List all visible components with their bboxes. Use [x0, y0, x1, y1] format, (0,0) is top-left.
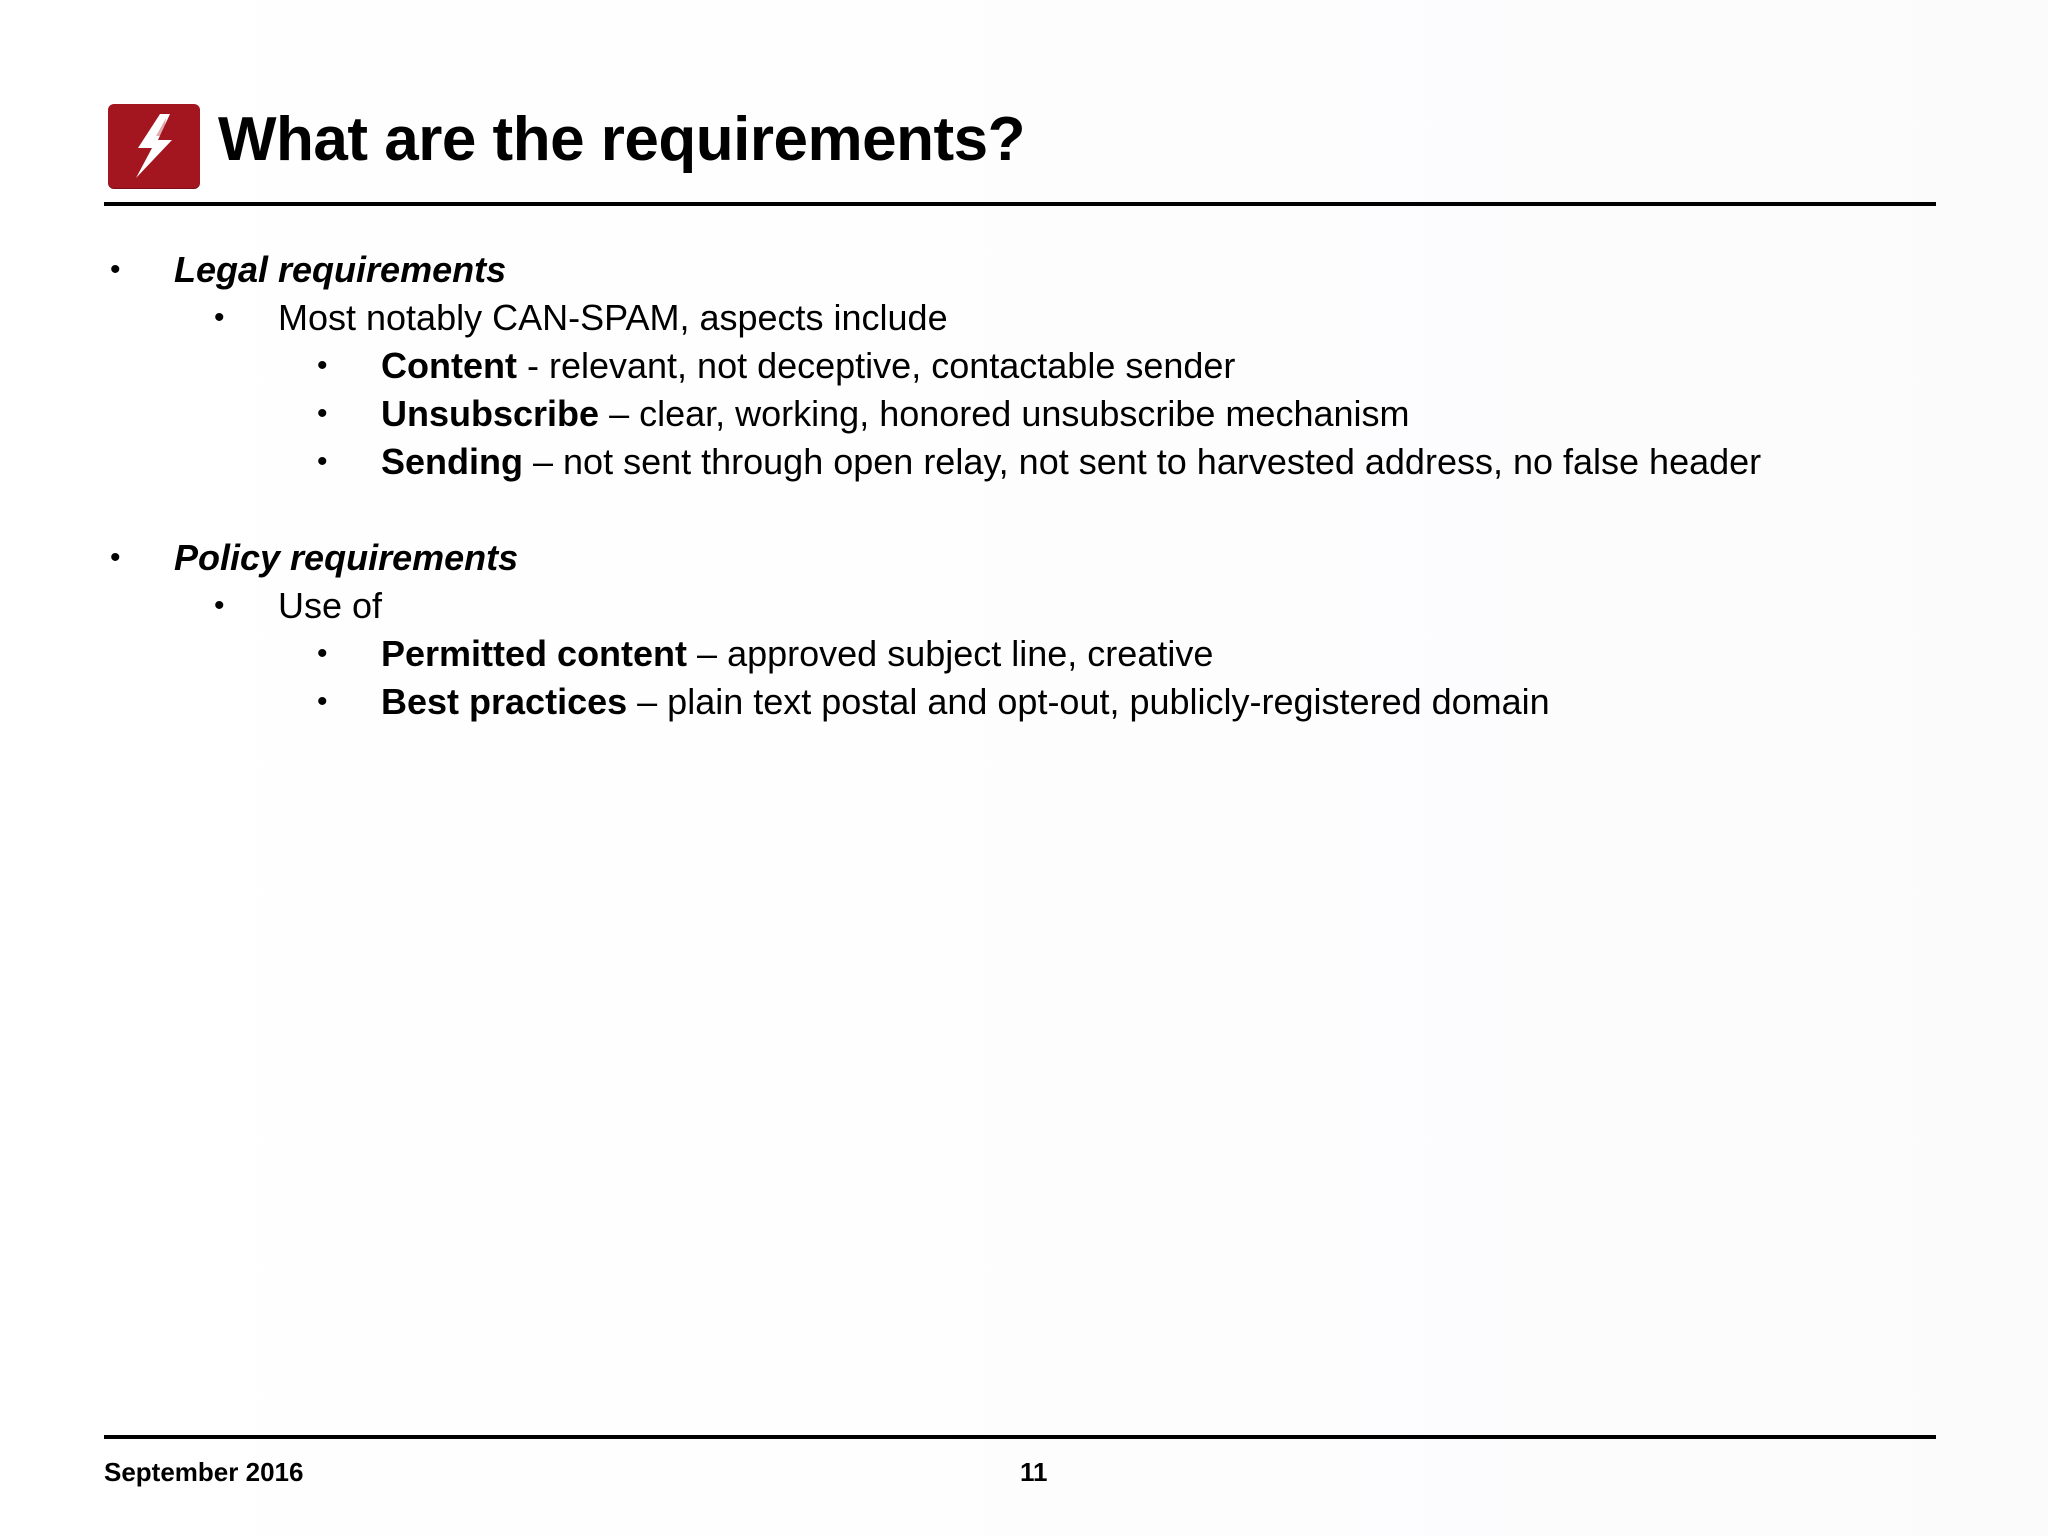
lightning-bolt-icon: [108, 104, 200, 188]
bullet: •: [317, 397, 328, 430]
footer-date: September 2016: [104, 1457, 304, 1487]
bullet: •: [317, 445, 328, 478]
list-item: [110, 246, 507, 294]
item-term: Permitted content: [381, 633, 688, 674]
bullet: •: [317, 349, 328, 382]
list-item: [214, 582, 383, 630]
bullet: •: [110, 253, 121, 286]
item-detail: approved subject line, creative: [727, 633, 1214, 674]
sub-item-text: Use of: [278, 585, 383, 626]
bullet: •: [110, 541, 121, 574]
list-item: [214, 294, 948, 342]
list-item: [317, 438, 1762, 486]
item-separator: –: [627, 681, 668, 722]
page-number: 11: [1020, 1457, 1048, 1487]
item-separator: –: [523, 441, 564, 482]
section-heading-legal: Legal requirements: [174, 249, 507, 290]
section-heading-policy: Policy requirements: [174, 537, 519, 578]
item-term: Best practices: [381, 681, 628, 722]
item-term: Content: [381, 345, 517, 386]
footer-divider: [104, 1435, 1936, 1439]
bullet: •: [317, 685, 328, 718]
item-detail: clear, working, honored unsubscribe mechanism: [639, 393, 1410, 434]
list-item: [110, 534, 519, 582]
item-term: Unsubscribe: [381, 393, 600, 434]
bullet: •: [317, 637, 328, 670]
item-term: Sending: [381, 441, 523, 482]
item-separator: –: [687, 633, 728, 674]
list-item: [317, 342, 1236, 390]
item-detail: not sent through open relay, not sent to harvested address, no false header: [563, 441, 1762, 482]
sub-item-text: Most notably CAN-SPAM, aspects include: [278, 297, 948, 338]
logo: [108, 104, 200, 188]
title-divider: [104, 202, 1936, 206]
item-separator: –: [599, 393, 640, 434]
item-detail: plain text postal and opt-out, publicly-registered domain: [667, 681, 1550, 722]
list-item: [317, 678, 1550, 726]
item-detail: relevant, not deceptive, contactable sender: [548, 345, 1236, 386]
page-title: What are the requirements?: [218, 105, 1025, 174]
list-item: [317, 630, 1214, 678]
bullet: •: [214, 589, 225, 622]
list-item: [317, 390, 1410, 438]
item-separator: -: [516, 345, 549, 386]
bullet: •: [214, 301, 225, 334]
